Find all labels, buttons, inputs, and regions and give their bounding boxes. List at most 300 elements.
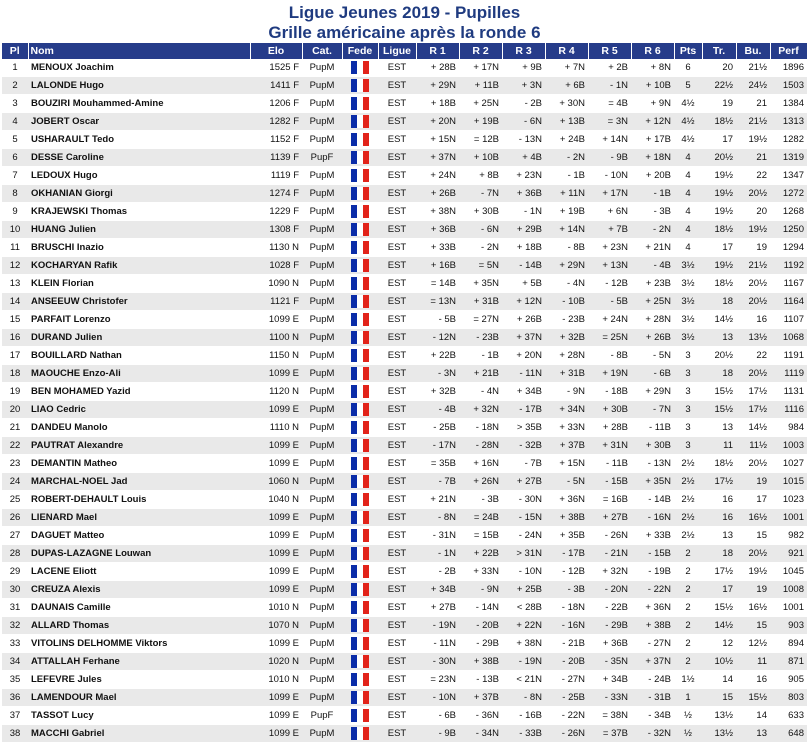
cell-league: EST [378,293,416,311]
cell-performance: 921 [770,545,807,563]
table-row [2,653,807,671]
cell-round-3: - 1N [502,203,545,221]
fr-flag [351,385,369,398]
cell-round-1: - 9B [416,725,459,743]
cell-round-1: = 23N [416,671,459,689]
cell-round-6: + 25N [631,293,674,311]
cell-name: PARFAIT Lorenzo [28,311,250,329]
cell-round-4: + 24B [545,131,588,149]
cell-rank: 25 [2,491,28,509]
cell-performance: 1131 [770,383,807,401]
cell-category: PupM [302,95,342,113]
cell-round-4: + 30N [545,95,588,113]
cell-category: PupM [302,401,342,419]
cell-federation [342,491,378,509]
cell-points: 3 [674,365,702,383]
cell-rank: 10 [2,221,28,239]
cell-points: ½ [674,707,702,725]
cell-round-6: + 26B [631,329,674,347]
cell-federation [342,671,378,689]
cell-round-2: - 36N [459,707,502,725]
cell-category: PupM [302,545,342,563]
cell-tiebreak-tr: 12 [702,635,736,653]
cell-tiebreak-tr: 15½ [702,383,736,401]
cell-round-5: + 13N [588,257,631,275]
cell-round-6: + 21N [631,239,674,257]
cell-federation [342,167,378,185]
cell-round-6: + 8N [631,59,674,77]
cell-tiebreak-tr: 10½ [702,653,736,671]
cell-round-2: - 29B [459,635,502,653]
cell-round-6: - 32N [631,725,674,743]
cell-elo: 1525 F [250,59,302,77]
cell-category: PupM [302,581,342,599]
cell-federation [342,275,378,293]
cell-league: EST [378,491,416,509]
cell-round-6: + 20B [631,167,674,185]
cell-round-1: - 10N [416,689,459,707]
cell-federation [342,347,378,365]
cell-round-5: - 1N [588,77,631,95]
cell-elo: 1099 E [250,563,302,581]
cell-elo: 1229 F [250,203,302,221]
cell-round-6: - 15B [631,545,674,563]
cell-federation [342,419,378,437]
cell-round-2: + 16N [459,455,502,473]
table-row [2,581,807,599]
cell-round-5: + 32N [588,563,631,581]
cell-tiebreak-tr: 20½ [702,149,736,167]
table-row [2,635,807,653]
cell-name: LACENE Eliott [28,563,250,581]
cell-name: LEDOUX Hugo [28,167,250,185]
cell-points: 3 [674,437,702,455]
cell-round-2: + 37B [459,689,502,707]
cell-round-6: - 4B [631,257,674,275]
cell-points: 3½ [674,293,702,311]
fr-flag [351,619,369,632]
table-row [2,527,807,545]
cell-performance: 648 [770,725,807,743]
cell-name: CREUZA Alexis [28,581,250,599]
cell-league: EST [378,383,416,401]
cell-tiebreak-tr: 14½ [702,311,736,329]
cell-rank: 27 [2,527,28,545]
cell-round-4: - 2N [545,149,588,167]
cell-round-2: - 3B [459,491,502,509]
cell-tiebreak-tr: 13½ [702,725,736,743]
cell-name: DUPAS-LAZAGNE Louwan [28,545,250,563]
cell-elo: 1099 E [250,689,302,707]
cell-elo: 1152 F [250,131,302,149]
cell-round-2: - 18N [459,419,502,437]
table-row [2,347,807,365]
cell-performance: 984 [770,419,807,437]
cell-federation [342,257,378,275]
cell-performance: 1003 [770,437,807,455]
cell-elo: 1099 E [250,545,302,563]
cell-rank: 19 [2,383,28,401]
cell-tiebreak-bu: 16½ [736,599,770,617]
fr-flag [351,403,369,416]
cell-federation [342,329,378,347]
cell-round-5: - 26N [588,527,631,545]
cell-elo: 1130 N [250,239,302,257]
cell-tiebreak-bu: 22 [736,347,770,365]
cell-league: EST [378,59,416,77]
table-row [2,473,807,491]
cell-federation [342,113,378,131]
cell-performance: 1116 [770,401,807,419]
cell-round-4: - 1B [545,167,588,185]
cell-league: EST [378,167,416,185]
fr-flag [351,115,369,128]
cell-round-4: + 35B [545,527,588,545]
cell-tiebreak-tr: 16 [702,509,736,527]
cell-performance: 1282 [770,131,807,149]
cell-points: 2 [674,635,702,653]
fr-flag [351,601,369,614]
table-row [2,725,807,743]
cell-category: PupM [302,419,342,437]
cell-points: 1½ [674,671,702,689]
cell-rank: 35 [2,671,28,689]
cell-round-3: + 3N [502,77,545,95]
table-row [2,311,807,329]
table-row [2,203,807,221]
cell-elo: 1120 N [250,383,302,401]
cell-elo: 1282 F [250,113,302,131]
cell-round-5: + 19N [588,365,631,383]
fr-flag [351,547,369,560]
fr-flag [351,187,369,200]
header-tiebreak-bu: Bu. [736,43,770,59]
cell-round-2: - 6N [459,221,502,239]
table-row [2,419,807,437]
cell-points: 2 [674,545,702,563]
cell-round-1: + 20N [416,113,459,131]
cell-round-2: - 20B [459,617,502,635]
cell-category: PupM [302,563,342,581]
fr-flag [351,151,369,164]
cell-league: EST [378,599,416,617]
table-row [2,329,807,347]
cell-league: EST [378,725,416,743]
cell-round-1: - 30N [416,653,459,671]
cell-name: DANDEU Manolo [28,419,250,437]
cell-elo: 1010 N [250,599,302,617]
cell-federation [342,617,378,635]
cell-round-4: + 32B [545,329,588,347]
cell-round-1: = 13N [416,293,459,311]
cell-federation [342,653,378,671]
cell-round-1: + 27B [416,599,459,617]
cell-round-5: - 12B [588,275,631,293]
cell-tiebreak-tr: 17 [702,239,736,257]
cell-federation [342,635,378,653]
table-row [2,509,807,527]
cell-performance: 1319 [770,149,807,167]
cell-elo: 1119 F [250,167,302,185]
cell-elo: 1040 N [250,491,302,509]
cell-league: EST [378,149,416,167]
cell-elo: 1099 E [250,365,302,383]
cell-tiebreak-bu: 16 [736,311,770,329]
cell-round-3: + 37N [502,329,545,347]
cell-points: 2 [674,617,702,635]
cell-tiebreak-bu: 15 [736,527,770,545]
cell-tiebreak-tr: 18½ [702,275,736,293]
cell-round-2: + 33N [459,563,502,581]
table-row [2,131,807,149]
cell-round-3: - 13N [502,131,545,149]
cell-points: 4½ [674,131,702,149]
cell-tiebreak-tr: 18½ [702,221,736,239]
cell-round-3: + 36B [502,185,545,203]
cell-elo: 1110 N [250,419,302,437]
table-row [2,221,807,239]
cell-performance: 1384 [770,95,807,113]
table-header-row [2,43,807,59]
cell-round-4: + 36N [545,491,588,509]
cell-name: JOBERT Oscar [28,113,250,131]
cell-round-4: + 37B [545,437,588,455]
cell-round-2: + 26N [459,473,502,491]
cell-round-5: + 34B [588,671,631,689]
cell-tiebreak-bu: 11½ [736,437,770,455]
cell-rank: 16 [2,329,28,347]
cell-round-4: - 21B [545,635,588,653]
cell-round-1: + 34B [416,581,459,599]
cell-tiebreak-tr: 15½ [702,599,736,617]
cell-round-4: - 16N [545,617,588,635]
cell-round-2: = 24B [459,509,502,527]
cell-federation [342,365,378,383]
cell-category: PupM [302,59,342,77]
cell-round-1: - 2B [416,563,459,581]
cell-round-1: + 22B [416,347,459,365]
cell-performance: 1023 [770,491,807,509]
cell-tiebreak-bu: 13½ [736,329,770,347]
cell-rank: 15 [2,311,28,329]
cell-category: PupM [302,473,342,491]
cell-tiebreak-tr: 19½ [702,185,736,203]
cell-category: PupM [302,293,342,311]
cell-round-2: + 19B [459,113,502,131]
fr-flag [351,277,369,290]
cell-league: EST [378,329,416,347]
cell-rank: 36 [2,689,28,707]
cell-points: 2 [674,563,702,581]
cell-points: 3 [674,383,702,401]
fr-flag [351,241,369,254]
cell-rank: 12 [2,257,28,275]
cell-round-2: = 5N [459,257,502,275]
cell-points: 4 [674,221,702,239]
cell-round-1: + 15N [416,131,459,149]
cell-round-1: - 4B [416,401,459,419]
table-row [2,293,807,311]
fr-flag [351,169,369,182]
cell-round-4: - 9N [545,383,588,401]
cell-tiebreak-tr: 16 [702,491,736,509]
cell-round-1: + 28B [416,59,459,77]
cell-round-5: + 27B [588,509,631,527]
cell-league: EST [378,365,416,383]
cell-tiebreak-bu: 20 [736,203,770,221]
cell-name: OKHANIAN Giorgi [28,185,250,203]
cell-round-3: - 30N [502,491,545,509]
fr-flag [351,421,369,434]
cell-round-4: + 31B [545,365,588,383]
cell-category: PupM [302,455,342,473]
cell-round-6: - 16N [631,509,674,527]
cell-round-4: + 11N [545,185,588,203]
cell-round-2: - 14N [459,599,502,617]
cell-round-3: - 32B [502,437,545,455]
table-row [2,437,807,455]
cell-elo: 1099 E [250,635,302,653]
cell-league: EST [378,203,416,221]
cell-round-3: - 14B [502,257,545,275]
cell-rank: 7 [2,167,28,185]
cell-name: ANSEEUW Christofer [28,293,250,311]
cell-category: PupM [302,437,342,455]
cell-points: 2 [674,599,702,617]
cell-name: BRUSCHI Inazio [28,239,250,257]
cell-tiebreak-tr: 17½ [702,563,736,581]
cell-performance: 903 [770,617,807,635]
fr-flag [351,493,369,506]
cell-round-1: - 19N [416,617,459,635]
cell-round-2: - 4N [459,383,502,401]
cell-round-2: + 35N [459,275,502,293]
cell-round-2: + 8B [459,167,502,185]
cell-rank: 6 [2,149,28,167]
cell-performance: 982 [770,527,807,545]
cell-rank: 21 [2,419,28,437]
cell-elo: 1020 N [250,653,302,671]
fr-flag [351,565,369,578]
cell-category: PupM [302,527,342,545]
cell-name: LIAO Cedric [28,401,250,419]
cell-name: USHARAULT Tedo [28,131,250,149]
cell-category: PupM [302,509,342,527]
cell-category: PupM [302,185,342,203]
cell-name: HUANG Julien [28,221,250,239]
cell-round-3: + 20N [502,347,545,365]
cell-round-1: + 16B [416,257,459,275]
cell-league: EST [378,707,416,725]
cell-round-4: - 10B [545,293,588,311]
cell-round-1: - 5B [416,311,459,329]
cell-federation [342,473,378,491]
cell-federation [342,131,378,149]
page-title: Ligue Jeunes 2019 - Pupilles [288,3,521,22]
cell-category: PupM [302,671,342,689]
cell-round-2: + 25N [459,95,502,113]
cell-rank: 38 [2,725,28,743]
fr-flag [351,205,369,218]
cell-elo: 1099 E [250,401,302,419]
cell-round-4: + 38B [545,509,588,527]
cell-round-3: + 22N [502,617,545,635]
cell-round-3: + 34B [502,383,545,401]
cell-round-4: - 5N [545,473,588,491]
cell-rank: 14 [2,293,28,311]
cell-round-4: + 15N [545,455,588,473]
cell-tiebreak-tr: 18 [702,545,736,563]
cell-round-1: - 11N [416,635,459,653]
cell-performance: 1164 [770,293,807,311]
table-row [2,707,807,725]
cell-round-6: + 30B [631,437,674,455]
table-row [2,689,807,707]
fr-flag [351,655,369,668]
cell-tiebreak-bu: 24½ [736,77,770,95]
cell-round-6: + 35N [631,473,674,491]
cell-round-3: + 29B [502,221,545,239]
cell-round-5: + 30B [588,401,631,419]
cell-round-4: - 3B [545,581,588,599]
cell-performance: 1167 [770,275,807,293]
cell-category: PupF [302,149,342,167]
cell-name: VITOLINS DELHOMME Viktors [28,635,250,653]
cell-round-2: = 15B [459,527,502,545]
cell-federation [342,95,378,113]
cell-rank: 34 [2,653,28,671]
cell-name: LALONDE Hugo [28,77,250,95]
cell-round-3: < 28B [502,599,545,617]
cell-name: BOUZIRI Mouhammed-Amine [28,95,250,113]
cell-round-6: - 2N [631,221,674,239]
cell-round-5: + 23N [588,239,631,257]
cell-elo: 1099 E [250,509,302,527]
cell-round-1: + 26B [416,185,459,203]
cell-round-1: + 21N [416,491,459,509]
cell-round-5: + 24N [588,311,631,329]
cell-league: EST [378,545,416,563]
cell-round-3: - 17B [502,401,545,419]
cell-league: EST [378,437,416,455]
cell-rank: 31 [2,599,28,617]
table-row [2,59,807,77]
cell-tiebreak-bu: 19 [736,581,770,599]
cell-rank: 11 [2,239,28,257]
cell-name: LAMENDOUR Mael [28,689,250,707]
fr-flag [351,313,369,326]
cell-points: 2½ [674,491,702,509]
cell-federation [342,563,378,581]
cell-round-6: - 3B [631,203,674,221]
cell-tiebreak-tr: 18 [702,293,736,311]
cell-name: ATTALLAH Ferhane [28,653,250,671]
cell-round-3: + 27B [502,473,545,491]
fr-flag [351,295,369,308]
table-row [2,545,807,563]
header-federation: Fede [342,43,378,59]
cell-rank: 24 [2,473,28,491]
cell-round-1: - 6B [416,707,459,725]
cell-round-6: - 31B [631,689,674,707]
fr-flag [351,583,369,596]
header-points: Pts [674,43,702,59]
table-row [2,617,807,635]
fr-flag [351,511,369,524]
cell-league: EST [378,617,416,635]
cell-federation [342,185,378,203]
cell-name: DURAND Julien [28,329,250,347]
